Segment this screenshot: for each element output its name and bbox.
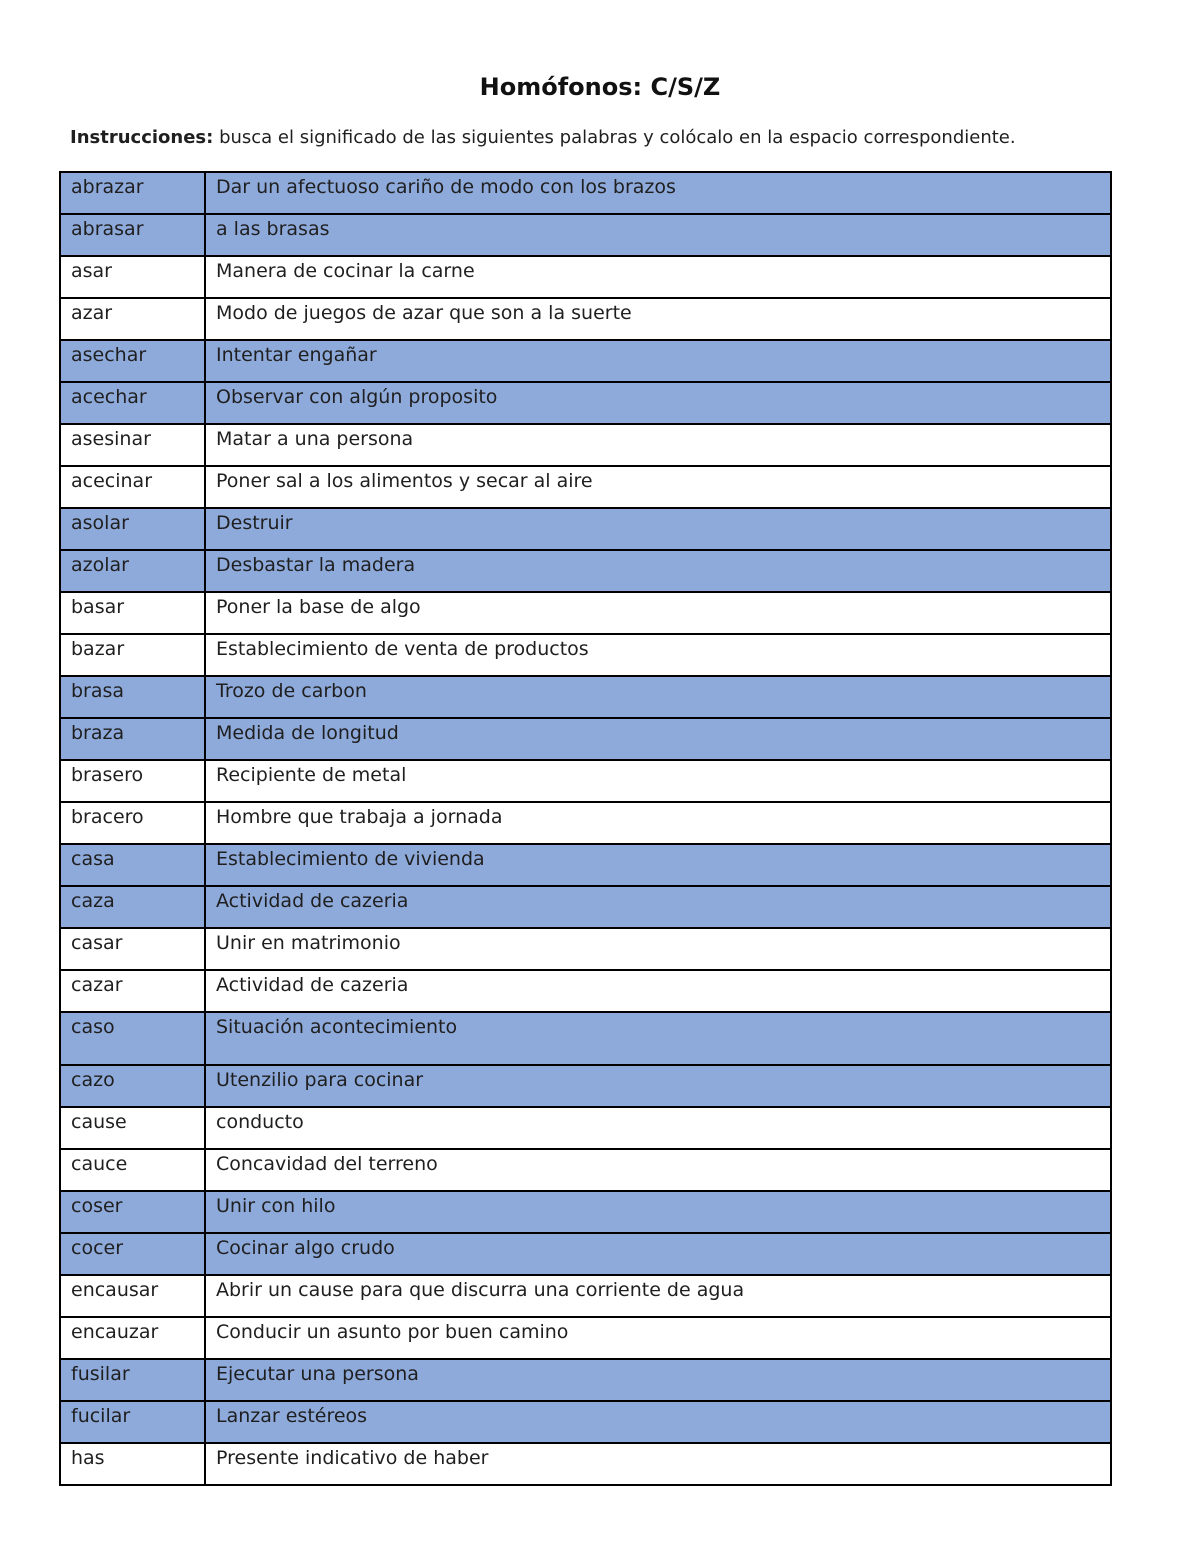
word-cell: casar (60, 928, 205, 970)
word-cell: cocer (60, 1233, 205, 1275)
word-cell: encauzar (60, 1317, 205, 1359)
table-row (60, 256, 1111, 298)
meaning-cell: Observar con algún proposito (205, 382, 1111, 424)
word-cell: asolar (60, 508, 205, 550)
word-cell: braza (60, 718, 205, 760)
word-cell: asesinar (60, 424, 205, 466)
word-cell: asar (60, 256, 205, 298)
word-cell: coser (60, 1191, 205, 1233)
instructions-text: busca el significado de las siguientes palabras y colócalo en la espacio correspondiente. (213, 127, 1016, 148)
table-row (60, 1401, 1111, 1443)
table-row (60, 886, 1111, 928)
table-row (60, 1443, 1111, 1485)
meaning-cell: Cocinar algo crudo (205, 1233, 1111, 1275)
instructions (70, 125, 1150, 151)
meaning-cell: Actividad de cazeria (205, 970, 1111, 1012)
meaning-cell: Modo de juegos de azar que son a la suerte (205, 298, 1111, 340)
word-cell: acechar (60, 382, 205, 424)
table-body (60, 172, 1111, 1485)
meaning-cell: Ejecutar una persona (205, 1359, 1111, 1401)
word-cell: cazar (60, 970, 205, 1012)
meaning-cell: Desbastar la madera (205, 550, 1111, 592)
homophones-table (59, 171, 1112, 1486)
word-cell: has (60, 1443, 205, 1485)
table-row (60, 1149, 1111, 1191)
table-row (60, 1233, 1111, 1275)
instructions-label: Instrucciones: (70, 127, 214, 148)
table-row (60, 1317, 1111, 1359)
meaning-cell: Abrir un cause para que discurra una corriente de agua (205, 1275, 1111, 1317)
table-row (60, 382, 1111, 424)
table-row (60, 1065, 1111, 1107)
table-row (60, 1359, 1111, 1401)
table-row (60, 508, 1111, 550)
table-row (60, 466, 1111, 508)
word-cell: cazo (60, 1065, 205, 1107)
page-title: Homófonos: C/S/Z (479, 73, 721, 101)
meaning-cell: a las brasas (205, 214, 1111, 256)
word-cell: abrazar (60, 172, 205, 214)
meaning-cell: Recipiente de metal (205, 760, 1111, 802)
word-cell: bazar (60, 634, 205, 676)
table-row (60, 1191, 1111, 1233)
table-row (60, 760, 1111, 802)
word-cell: brasero (60, 760, 205, 802)
word-cell: cauce (60, 1149, 205, 1191)
word-cell: acecinar (60, 466, 205, 508)
word-cell: cause (60, 1107, 205, 1149)
table-row (60, 970, 1111, 1012)
meaning-cell: Establecimiento de vivienda (205, 844, 1111, 886)
meaning-cell: Matar a una persona (205, 424, 1111, 466)
meaning-cell: Conducir un asunto por buen camino (205, 1317, 1111, 1359)
meaning-cell: Dar un afectuoso cariño de modo con los brazos (205, 172, 1111, 214)
meaning-cell: Manera de cocinar la carne (205, 256, 1111, 298)
meaning-cell: Intentar engañar (205, 340, 1111, 382)
word-cell: azolar (60, 550, 205, 592)
meaning-cell: Actividad de cazeria (205, 886, 1111, 928)
table-row (60, 928, 1111, 970)
meaning-cell: Establecimiento de venta de productos (205, 634, 1111, 676)
meaning-cell: Medida de longitud (205, 718, 1111, 760)
table-row (60, 676, 1111, 718)
meaning-cell: Unir con hilo (205, 1191, 1111, 1233)
table-row (60, 718, 1111, 760)
table-row (60, 1107, 1111, 1149)
word-cell: encausar (60, 1275, 205, 1317)
word-cell: azar (60, 298, 205, 340)
meaning-cell: Trozo de carbon (205, 676, 1111, 718)
word-cell: basar (60, 592, 205, 634)
word-cell: asechar (60, 340, 205, 382)
meaning-cell: Poner la base de algo (205, 592, 1111, 634)
word-cell: casa (60, 844, 205, 886)
table-row (60, 634, 1111, 676)
meaning-cell: conducto (205, 1107, 1111, 1149)
word-cell: brasa (60, 676, 205, 718)
meaning-cell: Destruir (205, 508, 1111, 550)
table-row (60, 802, 1111, 844)
word-cell: bracero (60, 802, 205, 844)
meaning-cell: Concavidad del terreno (205, 1149, 1111, 1191)
word-cell: caso (60, 1012, 205, 1065)
table-row (60, 1012, 1111, 1065)
meaning-cell: Lanzar estéreos (205, 1401, 1111, 1443)
meaning-cell: Unir en matrimonio (205, 928, 1111, 970)
table-row (60, 298, 1111, 340)
table-row (60, 592, 1111, 634)
word-cell: fusilar (60, 1359, 205, 1401)
meaning-cell: Utenzilio para cocinar (205, 1065, 1111, 1107)
table-row (60, 844, 1111, 886)
table-row (60, 214, 1111, 256)
word-cell: abrasar (60, 214, 205, 256)
word-cell: caza (60, 886, 205, 928)
meaning-cell: Presente indicativo de haber (205, 1443, 1111, 1485)
table-row (60, 172, 1111, 214)
word-cell: fucilar (60, 1401, 205, 1443)
meaning-cell: Hombre que trabaja a jornada (205, 802, 1111, 844)
table-row (60, 1275, 1111, 1317)
meaning-cell: Situación acontecimiento (205, 1012, 1111, 1065)
meaning-cell: Poner sal a los alimentos y secar al aire (205, 466, 1111, 508)
table-row (60, 340, 1111, 382)
table-row (60, 550, 1111, 592)
table-row (60, 424, 1111, 466)
